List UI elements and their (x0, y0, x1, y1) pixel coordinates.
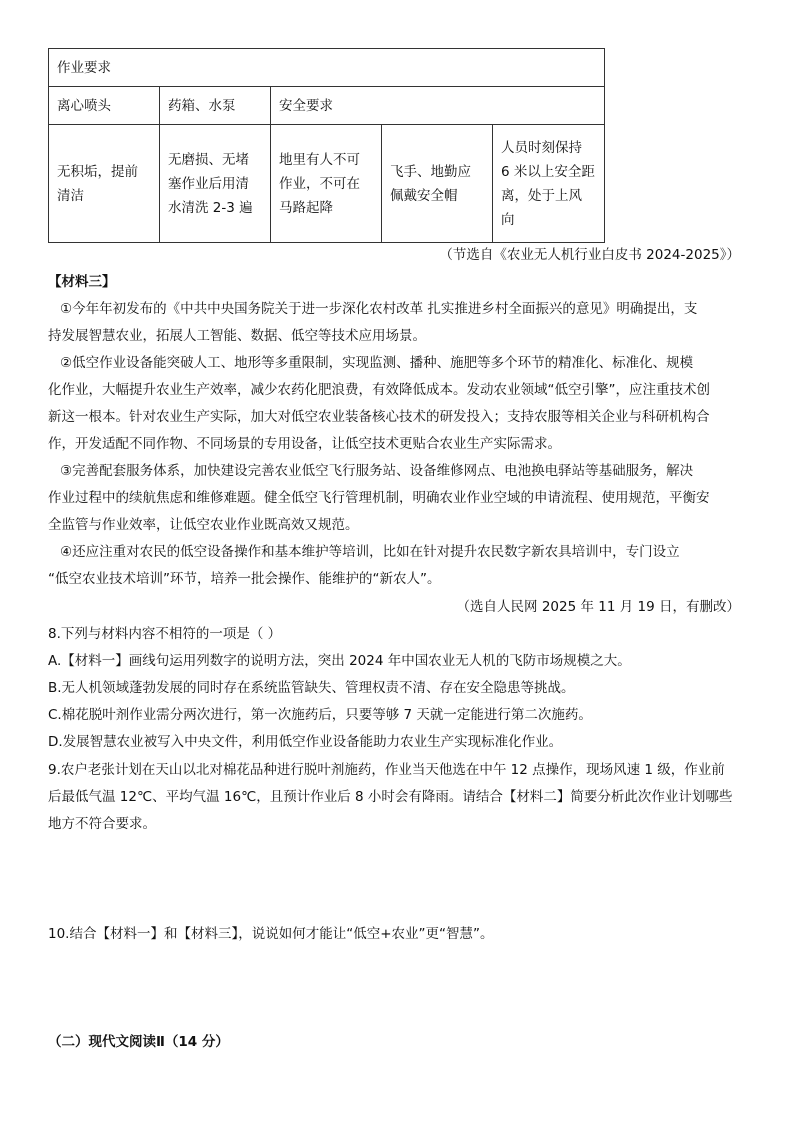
question-9-line2: 后最低气温 12℃、平均气温 16℃，且预计作业后 8 小时会有降雨。请结合【材料二】简要分析此次作业计划哪些 (48, 789, 733, 805)
table-cell-nozzle: 离心喷头 (49, 87, 160, 125)
table-cell-r3c2: 无磨损、无堵 塞作业后用清 水清洗 2-3 遍 (160, 125, 271, 243)
table-cell-r3c3: 地里有人不可 作业，不可在 马路起降 (271, 125, 382, 243)
source-citation-1: （节选自《农业无人机行业白皮书 2024-2025》） (439, 247, 740, 263)
table-header-cell: 作业要求 (49, 49, 605, 87)
section-heading-modern-reading-2: （二）现代文阅读Ⅱ（14 分） (48, 1034, 229, 1050)
table-cell-safety: 安全要求 (271, 87, 605, 125)
m3-p4-line1: ④还应注重对农民的低空设备操作和基本维护等培训，比如在针对提升农民数字新农具培训中，专门设立 (60, 544, 680, 560)
m3-p3-line3: 全监管与作业效率，让低空农业作业既高效又规范。 (48, 517, 359, 533)
material3-heading: 【材料三】 (48, 274, 116, 290)
table-cell-tank: 药箱、水泵 (160, 87, 271, 125)
question-9-line3: 地方不符合要求。 (48, 816, 156, 832)
question-8-option-c: C.棉花脱叶剂作业需分两次进行，第一次施药后，只要等够 7 天就一定能进行第二次施药。 (48, 707, 592, 723)
question-8-stem: 8.下列与材料内容不相符的一项是（ ） (48, 626, 282, 642)
m3-p2-line3: 新这一根本。针对农业生产实际，加大对低空农业装备核心技术的研发投入；支持农服等相关企业与科研机构合 (48, 409, 710, 425)
question-8-option-b: B.无人机领域蓬勃发展的同时存在系统监管缺失、管理权责不清、存在安全隐患等挑战。 (48, 680, 575, 696)
m3-p2-line1: ②低空作业设备能突破人工、地形等多重限制，实现监测、播种、施肥等多个环节的精准化、标准化、规模 (60, 355, 694, 371)
m3-p3-line2: 作业过程中的续航焦虑和维修难题。健全低空飞行管理机制，明确农业作业空域的申请流程、使用规范，平衡安 (48, 490, 710, 506)
m3-p1-line2: 持发展智慧农业，拓展人工智能、数据、低空等技术应用场景。 (48, 328, 426, 344)
m3-p1-line1: ①今年年初发布的《中共中央国务院关于进一步深化农村改革 扎实推进乡村全面振兴的意见》明确提出，支 (60, 301, 698, 317)
source-citation-2: （选自人民网 2025 年 11 月 19 日，有删改） (456, 599, 740, 615)
table-cell-r3c4: 飞手、地勤应 佩戴安全帽 (382, 125, 493, 243)
question-10: 10.结合【材料一】和【材料三】，说说如何才能让“低空+农业”更“智慧”。 (48, 926, 494, 942)
requirements-table (48, 48, 605, 243)
m3-p2-line4: 作，开发适配不同作物、不同场景的专用设备，让低空技术更贴合农业生产实际需求。 (48, 436, 561, 452)
question-8-option-d: D.发展智慧农业被写入中央文件，利用低空作业设备能助力农业生产实现标准化作业。 (48, 734, 563, 750)
table-cell-r3c1: 无积垢，提前 清洁 (49, 125, 160, 243)
m3-p3-line1: ③完善配套服务体系，加快建设完善农业低空飞行服务站、设备维修网点、电池换电驿站等基础服务，解决 (60, 463, 694, 479)
m3-p4-line2: “低空农业技术培训”环节，培养一批会操作、能维护的“新农人”。 (48, 571, 441, 587)
question-8-option-a: A.【材料一】画线句运用列数字的说明方法，突出 2024 年中国农业无人机的飞防市场规模之大。 (48, 653, 631, 669)
m3-p2-line2: 化作业，大幅提升农业生产效率，减少农药化肥浪费，有效降低成本。发动农业领域“低空引擎”，应注重技术创 (48, 382, 710, 398)
question-9-line1: 9.农户老张计划在天山以北对棉花品种进行脱叶剂施药，作业当天他选在中午 12 点操作，现场风速 1 级，作业前 (48, 762, 725, 778)
table-cell-r3c5: 人员时刻保持 6 米以上安全距 离，处于上风 向 (493, 125, 605, 243)
